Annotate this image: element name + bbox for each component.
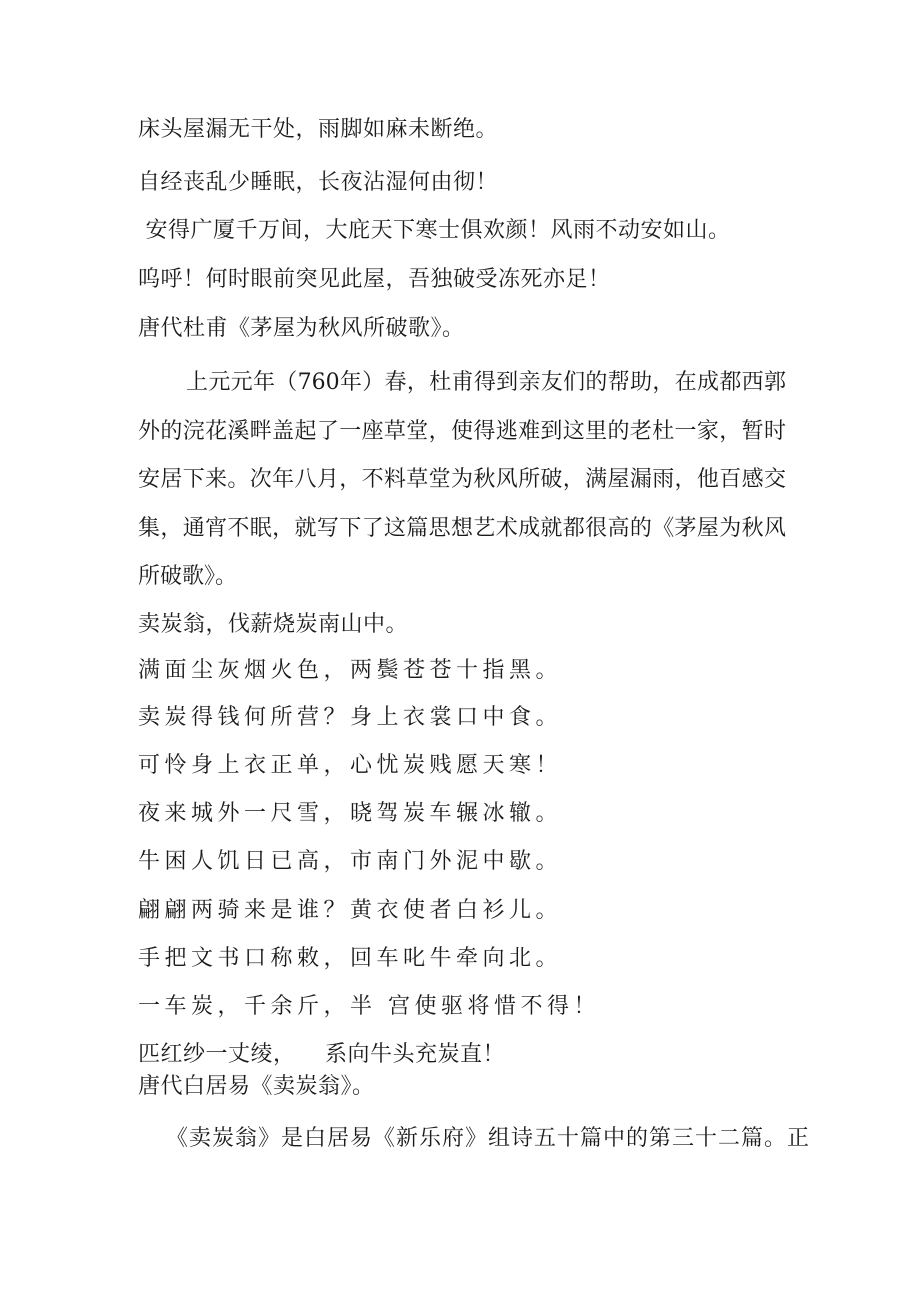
poem1-line-3: 安得广厦千万间，大庇天下寒士俱欢颜！风雨不动安如山。: [138, 218, 731, 243]
poem2-attribution: 唐代白居易《卖炭翁》。: [138, 1074, 375, 1099]
poem2-line-3: 卖炭得钱何所营？身上衣裳口中食。: [138, 705, 563, 730]
commentary-paragraph-2: 《卖炭翁》是白居易《新乐府》组诗五十篇中的第三十二篇。正: [166, 1126, 811, 1151]
poem2-line-5: 夜来城外一尺雪，晓驾炭车辗冰辙。: [138, 801, 563, 826]
poem1-line-4: 呜呼！何时眼前突见此屋，吾独破受冻死亦足！: [138, 267, 611, 292]
poem1-line-2: 自经丧乱少睡眠，长夜沾湿何由彻！: [138, 170, 499, 195]
poem2-line-7: 翩翩两骑来是谁？黄衣使者白衫儿。: [138, 898, 563, 923]
poem1-attribution: 唐代杜甫《茅屋为秋风所破歌》。: [138, 316, 465, 341]
poem2-line-6: 牛困人饥日已高，市南门外泥中歇。: [138, 849, 563, 874]
poem2-line-1: 卖炭翁，伐薪烧炭南山中。: [138, 612, 409, 637]
poem2-line-10-right: 系向牛头充炭直！: [325, 1042, 506, 1067]
poem2-line-4: 可怜身上衣正单，心忧炭贱愿天寒！: [138, 753, 563, 778]
poem2-line-2: 满面尘灰烟火色，两鬓苍苍十指黑。: [138, 658, 563, 683]
commentary-paragraph-1: 上元元年（760年）春，杜甫得到亲友们的帮助，在成都西郭外的浣花溪畔盖起了一座草堂，使得逃难到这里的老杜一家，暂时安居下来。次年八月，不料草堂为秋风所破，满屋漏雨，他百感交集，通宵不眠，就写下了这篇思想艺术成就都很高的《茅屋为秋风所破歌》。: [138, 370, 786, 589]
poem2-line-9: 一车炭，千余斤，半 宫使驱将惜不得！: [138, 994, 600, 1019]
poem2-line-10-left: 匹红纱一丈绫，: [138, 1042, 296, 1067]
poem1-line-1: 床头屋漏无干处，雨脚如麻未断绝。: [138, 117, 499, 142]
poem2-line-8: 手把文书口称敕，回车叱牛牵向北。: [138, 946, 563, 971]
